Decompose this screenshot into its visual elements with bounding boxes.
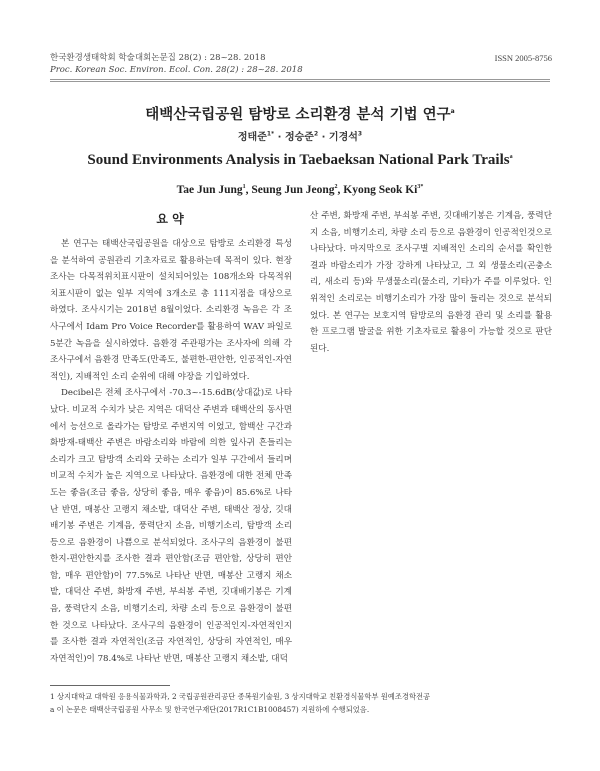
abstract-paragraph-1: 본 연구는 태백산국립공원을 대상으로 탐방로 소리환경 특성을 분석하여 공원관리 기초자료로 활용하는데 목적이 있다. 현장조사는 다목적위치표시판이 설치되어있는 108개소와 다목적위치표시판이 없는 일부 지역에 3개소로 총 111지점을 대상으로 하였다. 조사시기는 2018년 8월이었다. 소리환경 녹음은 각 조사구에서 Idam Pro Voice Recorder를 활용하여 WAV 파일로 5분간 녹음을 실시하였다. 음환경 주관평가는 조사자에 의해 각 조사구에서 음환경 만족도(만족도, 불편한-편안한, 인공적인-자연적인), 지배적인 소리 순위에 대해 야장을 기입하였다. [50, 239, 292, 382]
issn: ISSN 2005-8756 [494, 53, 552, 63]
journal-citation-ko: 한국환경생태학회 학술대회논문집 28(2) : 28~28. 2018 [50, 53, 266, 63]
authors-en [0, 184, 600, 196]
author-en-1-sup: 1 [242, 184, 246, 191]
title-ko [0, 103, 600, 124]
author-separator: · [277, 132, 282, 143]
title-ko-sup: a [450, 108, 455, 116]
author-ko-1: 정태준 [237, 132, 267, 143]
footnote-funding: a 이 논문은 태백산국립공원 사무소 및 한국연구재단(2017R1C1B1008457) 지원하에 수행되었음. [50, 705, 370, 714]
authors-ko [0, 128, 600, 143]
author-ko-3: 기경석 [328, 132, 358, 143]
author-en-3: Kyong Seok Ki [343, 184, 418, 196]
abstract-paragraph-2-start: Decibel은 전체 조사구에서 -70.3~-15.6dB(상대값)로 나타났다. 비교적 수치가 낮은 지역은 대덕산 주변과 태백산의 동사면에서 능선으로 올라가는 탐방로 주변지역 이었고, 함백산 구간과 화방재-태백산 주변은 바람소리와 바람에 의한 잎사귀 흔들리는 소리가 크고 탐방객 소리와 굿하는 소리가 일부 구간에서 들리며 비교적 수치가 높은 지역으로 나타났다. 음환경에 대한 전체 만족도는 좋음(조금 좋음, 상당히 좋음, 매우 좋음)이 85.6%로 나타난 반면, 매봉산 고랭지 채소밭, 대덕산 주변, 태백산 정상, 깃대배기봉 주변은 기계음, 풍력단지 소음, 비행기소리, 탐방객 소리 등으로 음환경이 나쁨으로 분석되었다. 조사구의 음환경이 불편한지-편안한지를 조사한 결과 편안함(조금 편안함, 상당히 편안함, 매우 편안함)이 77.5%로 나타난 반면, 매봉산 고랭지 채소밭, 대덕산 주변, 화방재 주변, 부쇠봉 주변, 깃대배기봉은 기계음, 풍력단지 소음, 비행기소리, 차량 소리 등으로 음환경이 불편한 것으로 나타났다. 조사구의 음환경이 인공적인지-자연적인지를 조사한 결과 자연적인(조금 자연적인, 상당히 자연적인, 매우 자연적인)이 78.4%로 나타난 반면, 매봉산 고랭지 채소밭, 대덕 [50, 388, 292, 664]
journal-citation-en: Proc. Korean Soc. Environ. Ecol. Con. 28(2) : 28~28. 2018 [50, 65, 303, 75]
author-en-joiner: , [337, 184, 344, 196]
author-en-2: Seung Jun Jeong [251, 184, 335, 196]
footnote-rule [50, 685, 170, 686]
author-en-1: Tae Jun Jung [176, 184, 243, 196]
abstract-heading: 요 약 [156, 212, 184, 226]
title-ko-text: 태백산국립공원 탐방로 소리환경 분석 기법 연구 [145, 107, 451, 123]
title-en [0, 152, 600, 169]
author-ko-2-sup: 2 [313, 130, 319, 138]
author-ko-3-sup: 3 [357, 130, 363, 138]
abstract-column-left [50, 236, 292, 667]
journal-header [50, 52, 303, 76]
header-rule [50, 79, 550, 80]
author-en-joiner: , [245, 184, 252, 196]
author-separator: · [321, 132, 326, 143]
abstract-column-right [310, 208, 552, 357]
author-en-2-sup: 2 [334, 184, 338, 191]
footnote-affiliations: 1 상지대학교 대학원 응용식물과학과, 2 국립공원관리공단 종복원기술원, 3 상지대학교 친환경식물학부 원예조경학전공 [50, 692, 431, 701]
header-rule-2 [50, 81, 550, 82]
author-ko-2: 정승준 [284, 132, 314, 143]
abstract-paragraph-2-cont: 산 주변, 화방재 주변, 부쇠봉 주변, 깃대배기봉은 기계음, 풍력단지 소음, 비행기소리, 차량 소리 등으로 음환경이 인공적인것으로 나타났다. 마지막으로 조사구별 지배적인 소리의 순서를 확인한 결과 바람소리가 가장 강하게 나타났고, 그 외 생물소리(곤충소리, 새소리 등)와 무생물소리(물소리, 기타)가 주를 이루었다. 인위적인 소리로는 비행기소리가 가장 많이 들리는 것으로 분석되었다. 본 연구는 보호지역 탐방로의 음환경 관리 및 소리를 활용한 프로그램 발굴을 위한 기초자료로 활용이 가능할 것으로 판단된다. [310, 211, 552, 354]
title-en-sup: a [509, 154, 513, 160]
author-en-3-sup: 3* [417, 184, 424, 191]
title-en-text: Sound Environments Analysis in Taebaeksan National Park Trails [87, 152, 510, 168]
author-ko-1-sup: 1* [266, 130, 275, 138]
